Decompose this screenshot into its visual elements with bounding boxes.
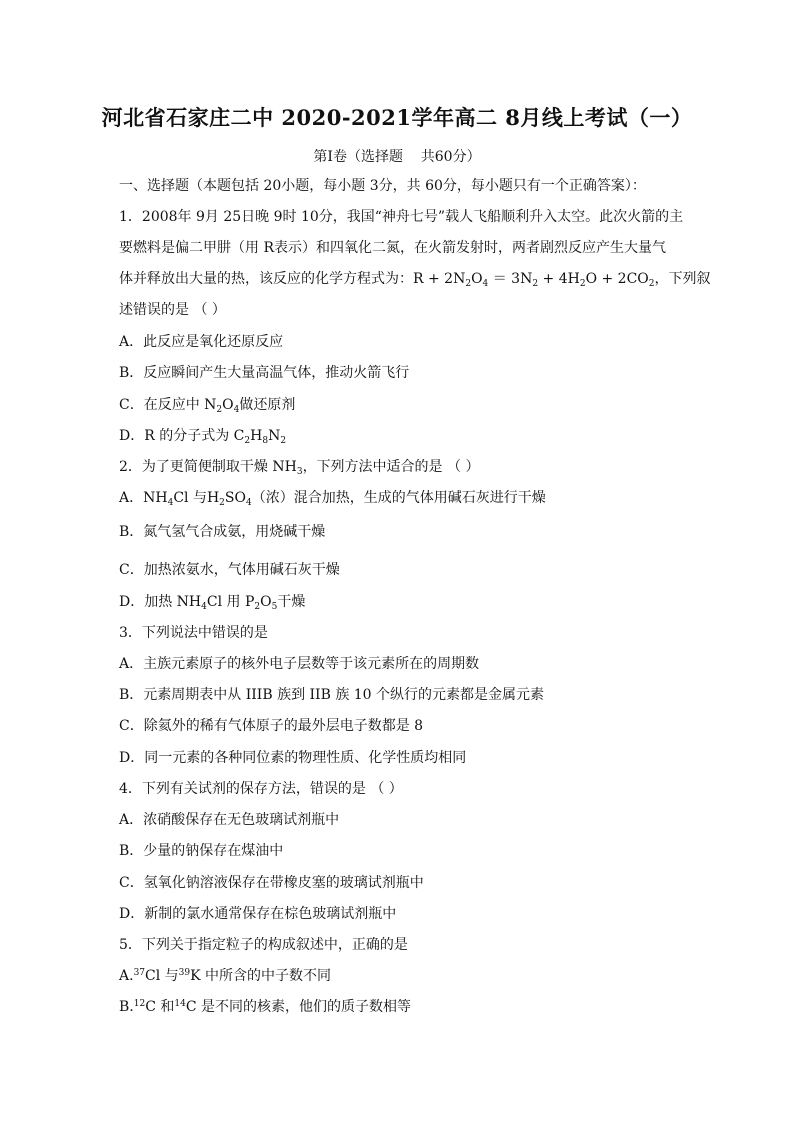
q4-stem: 4．下列有关试剂的保存方法，错误的是 （ ） bbox=[119, 781, 403, 797]
text: O bbox=[222, 397, 234, 413]
subscript: 2 bbox=[648, 279, 655, 289]
subscript: 3 bbox=[296, 467, 303, 477]
subscript: 2 bbox=[216, 405, 223, 415]
text: 2．为了更简便制取干燥 NH bbox=[119, 459, 297, 475]
subscript: 4 bbox=[245, 498, 252, 508]
text: SO bbox=[224, 490, 246, 506]
superscript: 37 bbox=[133, 968, 146, 978]
exam-subtitle: 第Ⅰ卷（选择题 共60分） bbox=[313, 149, 481, 165]
q2-option-b: B．氮气氢气合成氨，用烧碱干燥 bbox=[119, 524, 326, 540]
section-heading: 一、选择题（本题包括 20小题，每小题 3分，共 60分，每小题只有一个正确答案）： bbox=[119, 178, 646, 194]
q3-option-b: B．元素周期表中从 IIIB 族到 IIB 族 10 个纵行的元素都是金属元素 bbox=[119, 687, 545, 703]
subscript: 8 bbox=[262, 436, 269, 446]
q1-stem-line-1: 1．2008年 9月 25日晚 9时 10分，我国“神舟七号”载人飞船顺利升入太空。此次火箭的主 bbox=[119, 209, 684, 225]
q5-option-a bbox=[119, 966, 331, 986]
text: A. bbox=[119, 968, 134, 984]
text: C．在反应中 N bbox=[119, 397, 217, 413]
q1-stem-line-3 bbox=[119, 269, 711, 289]
q4-option-d: D．新制的氯水通常保存在棕色玻璃试剂瓶中 bbox=[119, 906, 397, 922]
text: H bbox=[250, 428, 263, 444]
text: ＝ 3N bbox=[488, 271, 533, 287]
text: ，下列叙 bbox=[654, 271, 711, 287]
text: B. bbox=[119, 999, 134, 1015]
q4-option-c: C．氢氧化钠溶液保存在带橡皮塞的玻璃试剂瓶中 bbox=[119, 875, 424, 891]
subscript: 2 bbox=[280, 436, 287, 446]
q3-option-d: D．同一元素的各种同位素的物理性质、化学性质均相同 bbox=[119, 750, 467, 766]
q1-option-b: B．反应瞬间产生大量高温气体，推动火箭飞行 bbox=[119, 365, 410, 381]
text: Cl 用 P bbox=[206, 594, 255, 610]
text: Cl 与 bbox=[145, 968, 179, 984]
q3-stem: 3．下列说法中错误的是 bbox=[119, 625, 268, 641]
text: Cl 与H bbox=[173, 490, 220, 506]
subscript: 4 bbox=[233, 405, 240, 415]
q3-option-a: A．主族元素原子的核外电子层数等于该元素所在的周期数 bbox=[119, 656, 480, 672]
q1-option-d bbox=[119, 426, 286, 446]
text: ，下列方法中适合的是 （ ） bbox=[302, 459, 480, 475]
superscript: 39 bbox=[178, 968, 191, 978]
q2-option-a bbox=[119, 488, 546, 508]
q1-option-c bbox=[119, 395, 295, 415]
text: 体并释放出大量的热，该反应的化学方程式为：R + 2N bbox=[119, 271, 466, 287]
subscript: 2 bbox=[532, 279, 539, 289]
q2-option-d bbox=[119, 592, 305, 612]
q5-option-b bbox=[119, 997, 411, 1017]
q2-stem bbox=[119, 457, 479, 477]
text: O bbox=[260, 594, 272, 610]
q1-stem-line-4: 述错误的是 （ ） bbox=[119, 302, 226, 318]
q2-option-c: C．加热浓氨水，气体用碱石灰干燥 bbox=[119, 562, 340, 578]
text: N bbox=[268, 428, 281, 444]
text: O + 2CO bbox=[585, 271, 649, 287]
text: 干燥 bbox=[277, 594, 306, 610]
q1-stem-line-2: 要燃料是偏二甲肼（用 R表示）和四氧化二氮，在火箭发射时，两者剧烈反应产生大量气 bbox=[119, 240, 666, 256]
subscript: 2 bbox=[579, 279, 586, 289]
subscript: 2 bbox=[465, 279, 472, 289]
text: D．R 的分子式为 C bbox=[119, 428, 245, 444]
subscript: 4 bbox=[167, 498, 174, 508]
subscript: 2 bbox=[244, 436, 251, 446]
text: C 和 bbox=[145, 999, 175, 1015]
text: + 4H bbox=[538, 271, 580, 287]
q3-option-c: C．除氦外的稀有气体原子的最外层电子数都是 8 bbox=[119, 718, 424, 734]
subscript: 5 bbox=[271, 602, 278, 612]
text: D．加热 NH bbox=[119, 594, 202, 610]
subscript: 4 bbox=[201, 602, 207, 612]
text: （浓）混合加热，生成的气体用碱石灰进行干燥 bbox=[251, 490, 546, 506]
q1-option-a: A．此反应是氧化还原反应 bbox=[119, 334, 284, 350]
q4-option-a: A．浓硝酸保存在无色玻璃试剂瓶中 bbox=[119, 812, 340, 828]
text: C 是不同的核素，他们的质子数相等 bbox=[185, 999, 411, 1015]
subscript: 2 bbox=[254, 602, 261, 612]
superscript: 12 bbox=[133, 999, 146, 1009]
q4-option-b: B．少量的钠保存在煤油中 bbox=[119, 843, 284, 859]
superscript: 14 bbox=[174, 999, 186, 1009]
q5-stem: 5．下列关于指定粒子的构成叙述中，正确的是 bbox=[119, 937, 408, 953]
subscript: 4 bbox=[482, 279, 489, 289]
text: A．NH bbox=[119, 490, 168, 506]
exam-title: 河北省石家庄二中 2020-2021学年高二 8月线上考试（一） bbox=[101, 105, 693, 130]
text: 做还原剂 bbox=[239, 397, 296, 413]
text: K 中所含的中子数不同 bbox=[190, 968, 332, 984]
subscript: 2 bbox=[219, 498, 225, 508]
text: O bbox=[471, 271, 483, 287]
